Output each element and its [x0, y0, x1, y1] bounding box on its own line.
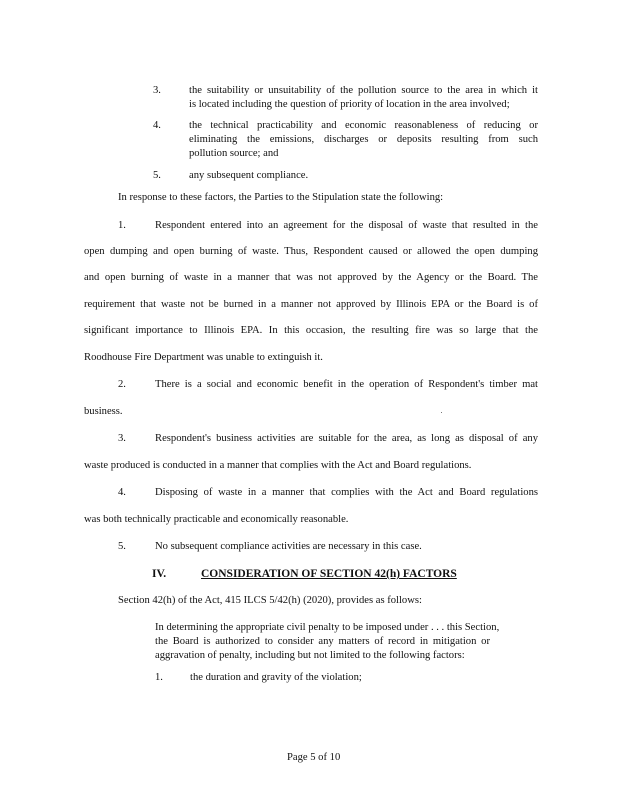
- para-1-line-2: open dumping and open burning of waste. Thus, Respondent caused or allowed the open dumping: [84, 246, 538, 257]
- section-heading-title: [201, 568, 457, 580]
- para-2-last-line: business.: [84, 406, 123, 417]
- para-3-first-line: Respondent's business activities are suitable for the area, as long as disposal of any: [155, 433, 538, 444]
- scan-speck: [441, 412, 442, 413]
- factor-3-line-2: is located including the question of priority of location in the area involved;: [189, 99, 510, 110]
- para-1-line-5: significant importance to Illinois EPA. In this occasion, the resulting fire was so large that the: [84, 325, 538, 336]
- quote-line-2: the Board is authorized to consider any matters of record in mitigation or: [155, 636, 490, 647]
- factor-3-number: 3.: [153, 85, 161, 96]
- section-heading-number: IV.: [152, 568, 167, 580]
- parties-intro: In response to these factors, the Parties to the Stipulation state the following:: [118, 192, 444, 203]
- para-1-line-3: and open burning of waste in a manner that was not approved by the Agency or the Board. The: [84, 272, 538, 283]
- para-2-number: 2.: [118, 379, 126, 390]
- factor-5-text: any subsequent compliance.: [189, 170, 309, 181]
- section-42h-intro: Section 42(h) of the Act, 415 ILCS 5/42(h) (2020), provides as follows:: [118, 595, 422, 606]
- para-1-first-line: Respondent entered into an agreement for the disposal of waste that resulted in the: [155, 220, 538, 231]
- para-4-last-line: was both technically practicable and economically reasonable.: [84, 514, 349, 525]
- para-4-number: 4.: [118, 487, 126, 498]
- quote-line-3: aggravation of penalty, including but not limited to the following factors:: [155, 650, 465, 661]
- para-5-number: 5.: [118, 541, 126, 552]
- factor-4-line-3: pollution source; and: [189, 148, 279, 159]
- para-3-number: 3.: [118, 433, 126, 444]
- quote-item-text: the duration and gravity of the violation;: [190, 672, 362, 683]
- para-1-number: 1.: [118, 220, 126, 231]
- para-2-first-line: There is a social and economic benefit in the operation of Respondent's timber mat: [155, 379, 538, 390]
- factor-4-line-1: the technical practicability and economic reasonableness of reducing or: [189, 120, 538, 131]
- factor-3-line-1: the suitability or unsuitability of the pollution source to the area in which it: [189, 85, 538, 96]
- para-3-last-line: waste produced is conducted in a manner that complies with the Act and Board regulations.: [84, 460, 472, 471]
- factor-4-line-2: eliminating the emissions, discharges or deposits resulting from such: [189, 134, 538, 145]
- section-heading-title-text: CONSIDERATION OF SECTION 42(h) FACTORS: [201, 568, 457, 580]
- para-1-line-6: Roodhouse Fire Department was unable to extinguish it.: [84, 352, 323, 363]
- quote-item-number: 1.: [155, 672, 163, 683]
- para-5-text: No subsequent compliance activities are necessary in this case.: [155, 541, 422, 552]
- page-number-footer: Page 5 of 10: [287, 752, 341, 763]
- para-1-line-4: requirement that waste not be burned in a manner not approved by Illinois EPA or the Board is of: [84, 299, 538, 310]
- para-4-first-line: Disposing of waste in a manner that complies with the Act and Board regulations: [155, 487, 538, 498]
- quote-line-1: In determining the appropriate civil penalty to be imposed under . . . this Section,: [155, 622, 500, 633]
- factor-5-number: 5.: [153, 170, 161, 181]
- factor-4-number: 4.: [153, 120, 161, 131]
